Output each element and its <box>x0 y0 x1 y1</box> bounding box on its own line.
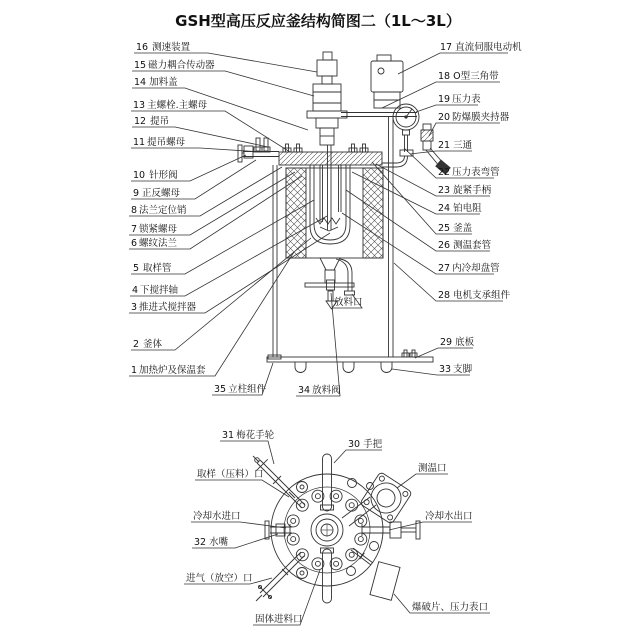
label-23-tightening-handle: 23 旋紧手柄 <box>438 185 492 196</box>
leader-line <box>429 123 500 136</box>
burst-disc-port <box>351 548 400 600</box>
label-18-v-belt: 18 O型三角带 <box>438 71 499 82</box>
label-8-flange-pin: 8 法兰定位销 <box>131 205 187 216</box>
label-7-lock-nut: 7 锁紧螺母 <box>131 224 178 235</box>
label-22-gauge-bend-pipe: 22 压力表弯管 <box>438 167 500 178</box>
label-35-column-assembly: 35 立柱组件 <box>214 384 267 395</box>
label-16-speed-device: 16 测速装置 <box>136 42 191 53</box>
label-sampling-port: 取样（压料）口 <box>197 469 264 480</box>
leader-line <box>397 474 448 488</box>
label-27-cooling-coil: 27 内冷却盘管 <box>438 263 500 274</box>
label-5-sampling-tube: 5 取样管 <box>133 263 172 274</box>
label-25-kettle-cover: 25 釜盖 <box>438 223 473 234</box>
label-24-platinum-resistor: 24 铂电阻 <box>438 203 482 214</box>
label-2-kettle-body: 2 釜体 <box>133 339 163 350</box>
kettle-body <box>310 165 350 244</box>
water-nozzle-outlet <box>362 521 420 539</box>
heating-furnace <box>286 168 383 258</box>
label-31-plum-handwheel: 31 梅花手轮 <box>222 430 275 441</box>
label-19-pressure-gauge: 19 压力表 <box>438 94 481 105</box>
label-1-heating-furnace: 1 加热炉及保温套 <box>131 365 206 376</box>
label-burst-disc-port: 爆破片、压力表口 <box>412 602 489 613</box>
sampling-valve <box>253 456 305 508</box>
label-cooling-water-inlet: 冷却水进口 <box>193 511 241 522</box>
leader-line <box>296 293 340 396</box>
label-32-water-nozzle: 32 水嘴 <box>194 537 229 548</box>
label-26-temp-sleeve: 26 测温套管 <box>438 240 492 251</box>
kettle-cover <box>279 144 382 165</box>
label-13-main-bolt-nut: 13 主螺栓.主螺母 <box>133 100 208 111</box>
label-21-tee: 21 三通 <box>438 140 473 151</box>
label-29-base-plate: 29 底板 <box>440 337 475 348</box>
label-solid-feed-port: 固体进料口 <box>255 614 303 625</box>
label-4-stirring-shaft: 4 下搅拌轴 <box>132 285 179 296</box>
label-gas-inlet-port: 进气（放空）口 <box>186 573 253 584</box>
label-33-support-foot: 33 支脚 <box>439 364 473 375</box>
support-foot <box>381 362 392 373</box>
support-foot <box>295 362 306 373</box>
leader-line <box>415 348 473 358</box>
label-28-motor-support: 28 电机支承组件 <box>438 290 511 301</box>
discharge-pipe <box>336 259 355 295</box>
label-15-magnetic-coupler: 15 磁力耦合传动器 <box>134 60 215 71</box>
speed-device <box>317 52 337 84</box>
label-10-needle-valve: 10 针形阀 <box>133 170 178 181</box>
label-30-handle: 30 手把 <box>348 439 383 450</box>
label-17-dc-servo-motor: 17 直流伺服电动机 <box>440 42 522 53</box>
leader-line <box>410 151 472 154</box>
label-discharge-port: 放料口 <box>334 297 363 308</box>
leader-line <box>416 105 478 112</box>
leader-line <box>389 522 472 530</box>
center-hub <box>311 514 343 546</box>
label-14-feed-cover: 14 加料盖 <box>134 77 178 88</box>
label-11-lifting-nut: 11 提吊螺母 <box>133 137 186 148</box>
part-labels <box>131 41 522 625</box>
gas-inlet-valve <box>256 552 304 601</box>
motor-support-column <box>389 117 394 357</box>
magnetic-coupler <box>307 84 347 145</box>
label-3-propeller-agitator: 3 推进式搅拌器 <box>131 302 197 313</box>
label-temp-port: 测温口 <box>418 463 447 474</box>
label-9-double-nut: 9 正反螺母 <box>133 188 181 199</box>
diagram-title: GSH型高压反应釜结构简图二（1L～3L） <box>175 12 461 30</box>
pressure-gauge <box>382 104 419 167</box>
label-6-threaded-flange: 6 螺纹法兰 <box>131 238 178 249</box>
label-20-rupture-disc-holder: 20 防爆膜夹持器 <box>438 112 510 123</box>
main-sectional-view <box>238 52 450 373</box>
label-cooling-water-outlet: 冷却水出口 <box>425 511 473 522</box>
label-34-discharge-valve: 34 放料阀 <box>298 385 341 396</box>
base-plate <box>267 350 433 373</box>
leader-line <box>334 450 382 463</box>
support-foot <box>343 362 354 373</box>
label-12-lifting-lug: 12 提吊 <box>134 116 170 127</box>
